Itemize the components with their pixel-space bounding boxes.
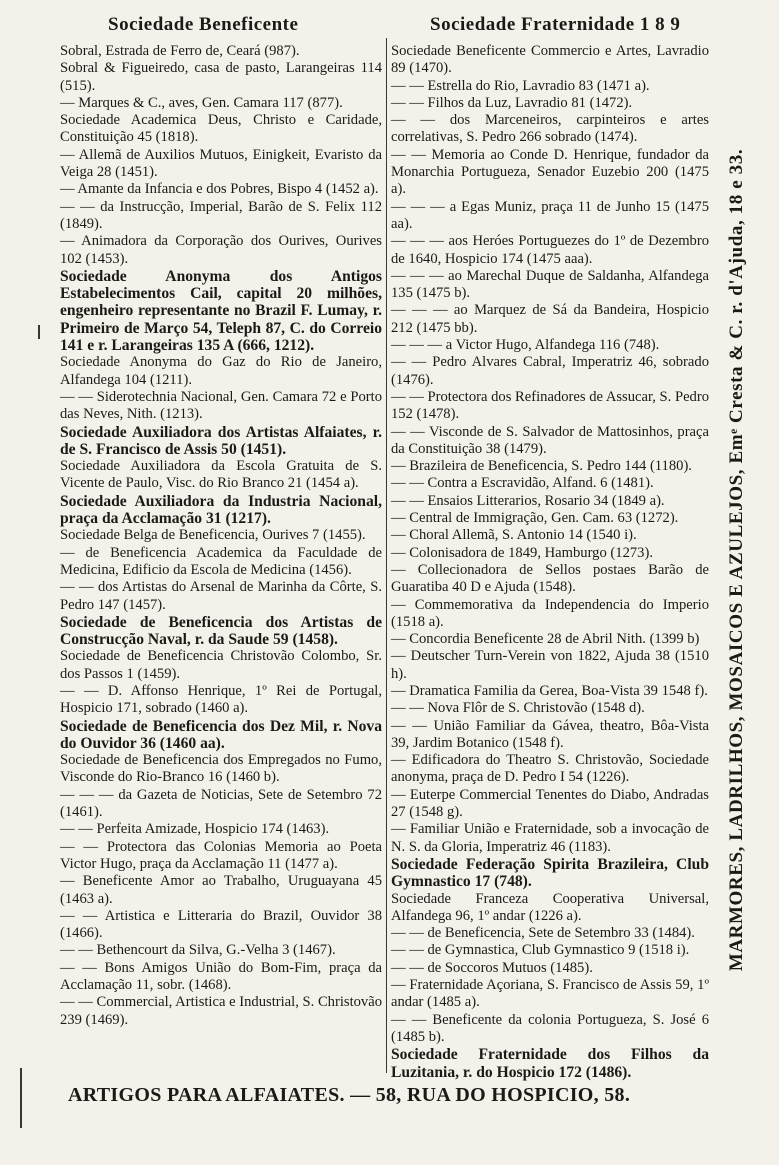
directory-entry: Sociedade de Beneficencia dos Dez Mil, r. Nova do Ouvidor 36 (1460 aa). [60,717,382,752]
directory-entry: — — Perfeita Amizade, Hospicio 174 (1463). [60,821,330,838]
directory-entry: — Deutscher Turn-Verein von 1822, Ajuda 38 (1510 h). [391,648,709,682]
directory-entry: — — Protectora das Colonias Memoria ao Poeta Victor Hugo, praça da Acclamação 11 (1477 a). [60,838,382,872]
directory-entry: — de Beneficencia Academica da Faculdade de Medicina, Edificio da Escola de Medicina (1456). [60,544,382,578]
directory-entry: Sociedade Anonyma do Gaz do Rio de Janeiro, Alfandega 104 (1211). [60,354,382,388]
directory-entry: — — — ao Marquez de Sá da Bandeira, Hospicio 212 (1475 bb). [391,302,709,336]
directory-entry: — — de Soccoros Mutuos (1485). [391,959,593,976]
directory-entry: — — União Familiar da Gávea, theatro, Bôa-Vista 39, Jardim Botanico (1548 f). [391,717,709,751]
directory-entry: — — da Instrucção, Imperial, Barão de S. Felix 112 (1849). [60,198,382,232]
directory-entry: — Collecionadora de Sellos postaes Barão de Guaratiba 40 D e Ajuda (1548). [391,561,709,596]
directory-entry: — — Estrella do Rio, Lavradio 83 (1471 a). [391,77,650,94]
directory-entry: Sociedade Academica Deus, Christo e Caridade, Constituição 45 (1818). [60,112,382,146]
directory-entry: — — Memoria ao Conde D. Henrique, fundador da Monarchia Portugueza, Senador Euzebio 200 (1475 a). [391,146,709,198]
directory-entry: — Euterpe Commercial Tenentes do Diabo, Andradas 27 (1548 g). [391,786,709,821]
directory-entry: — — Ensaios Litterarios, Rosario 34 (1849 a). [391,492,665,509]
directory-entry: — — Artistica e Litteraria do Brazil, Ouvidor 38 (1466). [60,907,382,942]
directory-entry: Sociedade Fraternidade dos Filhos da Luzitania, r. do Hospicio 172 (1486). [391,1046,709,1081]
directory-entry: — — Nova Flôr de S. Christovão (1548 d). [391,700,645,717]
directory-entry: — Familiar União e Fraternidade, sob a invocação de N. S. da Gloria, Imperatriz 46 (1183). [391,821,709,855]
header-right-title: Sociedade Fraternidade 1 8 9 [430,14,681,35]
directory-entry: — — Bethencourt da Silva, G.-Velha 3 (1467). [60,942,336,959]
directory-entry: — Central de Immigração, Gen. Cam. 63 (1272). [391,510,679,527]
directory-entry: Sociedade Franceza Cooperativa Universal, Alfandega 96, 1º andar (1226 a). [391,890,709,924]
directory-entry: — Marques & C., aves, Gen. Camara 117 (877). [60,94,343,111]
directory-entry: — — D. Affonso Henrique, 1º Rei de Portugal, Hospicio 171, sobrado (1460 a). [60,682,382,717]
directory-entry: Sociedade Belga de Beneficencia, Ourives 7 (1455). [60,527,366,544]
directory-entry: — — dos Artistas do Arsenal de Marinha da Côrte, S. Pedro 147 (1457). [60,579,382,613]
directory-entry: Sociedade Auxiliadora dos Artistas Alfaiates, r. de S. Francisco de Assis 50 (1451). [60,423,382,458]
directory-entry: — Fraternidade Açoriana, S. Francisco de Assis 59, 1º andar (1485 a). [391,977,709,1011]
directory-entry: Sobral & Figueiredo, casa de pasto, Larangeiras 114 (515). [60,60,382,94]
directory-entry: Sociedade de Beneficencia Christovão Colombo, Sr. dos Passos 1 (1459). [60,648,382,682]
directory-entry: — Brazileira de Beneficencia, S. Pedro 144 (1180). [391,458,692,475]
directory-entry: Sociedade Auxiliadora da Industria Nacional, praça da Acclamação 31 (1217). [60,492,382,528]
directory-entry: — — Contra a Escravidão, Alfand. 6 (1481). [391,475,654,492]
directory-entry: Sociedade Auxiliadora da Escola Gratuita de S. Vicente de Paulo, Visc. do Rio Branco 21 (1454 a). [60,458,382,492]
side-advertisement [712,60,762,1060]
directory-entry: — Edificadora do Theatro S. Christovão, Sociedade anonyma, praça de D. Pedro I 54 (1226). [391,752,709,786]
directory-entry: — — Visconde de S. Salvador de Mattosinhos, praça da Constituição 38 (1479). [391,423,709,457]
directory-entry: — — — a Egas Muniz, praça 11 de Junho 15 (1475 aa). [391,198,709,232]
margin-mark [20,1068,22,1128]
directory-entry: Sobral, Estrada de Ferro de, Ceará (987). [60,43,300,59]
header-left-title: Sociedade Beneficente [108,14,299,35]
directory-entry: — — — aos Heróes Portuguezes do 1º de Dezembro de 1640, Hospicio 174 (1475 aaa). [391,233,709,267]
directory-entry: — Amante da Infancia e dos Pobres, Bispo 4 (1452 a). [60,181,379,198]
directory-entry: — Allemã de Auxilios Mutuos, Einigkeit, Evaristo da Veiga 28 (1451). [60,146,382,181]
directory-entry: — Colonisadora de 1849, Hamburgo (1273). [391,544,653,561]
left-column [60,43,382,1071]
page-header [0,14,779,42]
margin-mark [38,325,40,339]
directory-entry: — — Beneficente da colonia Portugueza, S. José 6 (1485 b). [391,1011,709,1045]
directory-entry: — — de Gymnastica, Club Gymnastico 9 (1518 i). [391,942,690,959]
directory-entry: Sociedade Anonyma dos Antigos Estabelecimentos Cail, capital 20 milhões, engenheiro representante no Brazil F. Lumay, r. Primeiro de Março 54, Teleph 87, C. do Correio 141 e r. Larangeiras 135 A (666, 1212). [60,267,382,355]
directory-entry: — — de Beneficencia, Sete de Setembro 33 (1484). [391,925,695,942]
directory-entry: — — Protectora dos Refinadores de Assucar, S. Pedro 152 (1478). [391,388,709,423]
directory-entry: — — dos Marceneiros, carpinteiros e artes correlativas, S. Pedro 266 sobrado (1474). [391,112,709,146]
directory-entry: Sociedade de Beneficencia dos Artistas de Construcção Naval, r. da Saude 59 (1458). [60,613,382,649]
directory-entry: — — Bons Amigos União do Bom-Fim, praça da Acclamação 11, sobr. (1468). [60,959,382,994]
directory-entry: — — Commercial, Artistica e Industrial, S. Christovão 239 (1469). [60,994,382,1028]
directory-entry: — Choral Allemã, S. Antonio 14 (1540 i). [391,527,637,544]
directory-entry: — Animadora da Corporação dos Ourives, Ourives 102 (1453). [60,233,382,267]
directory-entry: — — Siderotechnia Nacional, Gen. Camara 72 e Porto das Neves, Nith. (1213). [60,388,382,423]
directory-entry: Sociedade de Beneficencia dos Empregados no Fumo, Visconde do Rio-Branco 16 (1460 b). [60,752,382,786]
directory-entry: — — — ao Marechal Duque de Saldanha, Alfandega 135 (1475 b). [391,267,709,302]
directory-entry: Sociedade Federação Spirita Brazileira, Club Gymnastico 17 (748). [391,855,709,891]
directory-entry: — Dramatica Familia da Gerea, Boa-Vista 39 1548 f). [391,682,708,699]
directory-entry: — Beneficente Amor ao Trabalho, Uruguayana 45 (1463 a). [60,873,382,907]
directory-entry: Sociedade Beneficente Commercio e Artes, Lavradio 89 (1470). [391,43,709,77]
directory-entry: — Concordia Beneficente 28 de Abril Nith. (1399 b) [391,631,700,648]
directory-entry: — — — a Victor Hugo, Alfandega 116 (748). [391,337,660,354]
column-divider [386,38,387,1073]
directory-entry: — — — da Gazeta de Noticias, Sete de Setembro 72 (1461). [60,786,382,821]
directory-entry: — — Filhos da Luz, Lavradio 81 (1472). [391,94,633,111]
directory-entry: — — Pedro Alvares Cabral, Imperatriz 46, sobrado (1476). [391,354,709,388]
side-advertisement-text: MARMORES, LADRILHOS, MOSAICOS E AZULEJOS, Emᵉ Cresta & C. r. d'Ajuda, 18 e 33. [726,148,747,972]
directory-entry: — Commemorativa da Independencia do Imperio (1518 a). [391,596,709,630]
page-footer: ARTIGOS PARA ALFAIATES. — 58, RUA DO HOSPICIO, 58. [68,1084,631,1106]
right-column [391,43,709,1081]
